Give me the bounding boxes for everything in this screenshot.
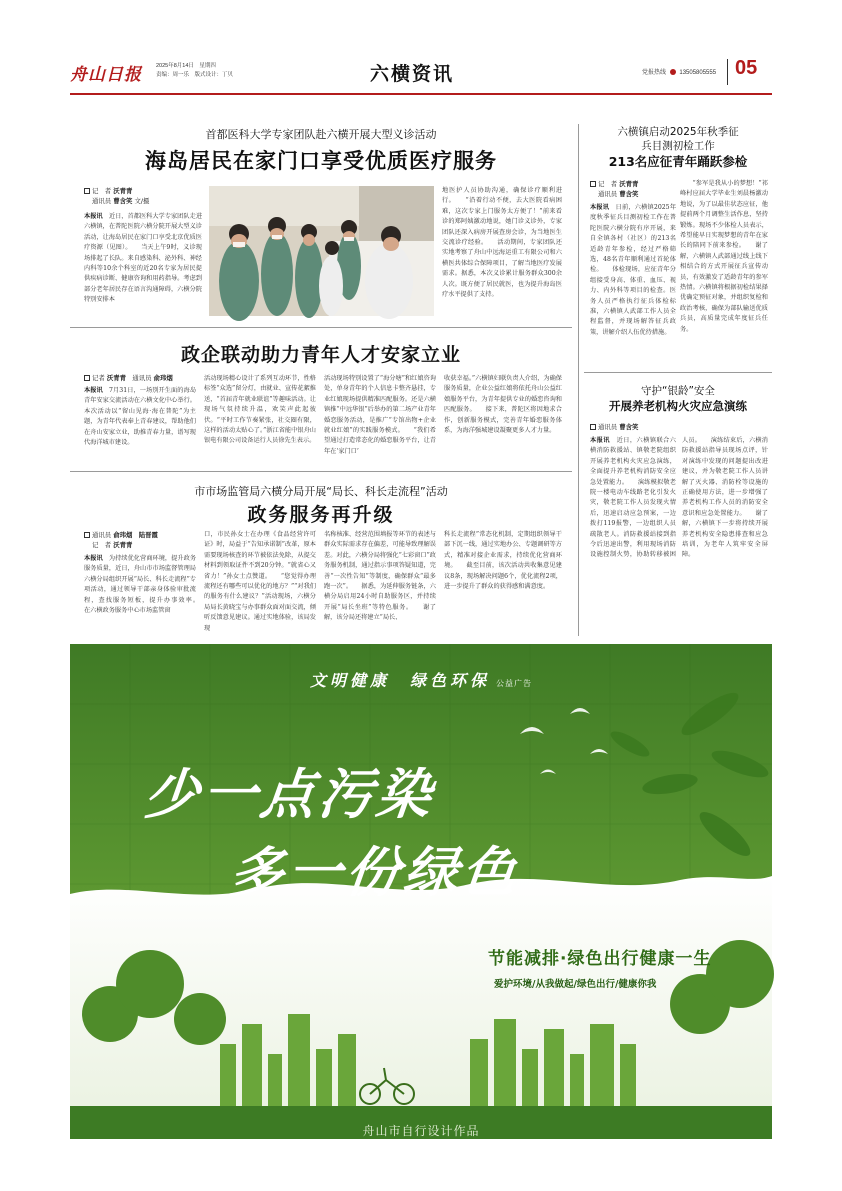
masthead-meta (156, 62, 233, 80)
article2-column-3: 活动现场特别设置了“海分塘”和红娘咨询处，单身青年的个人信息卡整齐悬挂，专业红娘现场提供精准匹配服务。还是六横镇推“中远华银”后举办的第二场产业青年婚恋服务活动，是推广“专馆出物+企业就业红娘”的实践服务模式。 “我们希望通过打造常态化的婚恋服务平台，让青年在‘家门口’ (324, 375, 436, 455)
article3-byline: 通讯员 俞玮烟 陆晋霞 记 者 沃青青 (84, 530, 158, 550)
article5-kicker: 守护“银龄”安全 (641, 385, 715, 397)
article4-kicker-line2: 兵目测初检工作 (641, 140, 715, 152)
article4-column-2: “参军是我从小的梦想！”祁峰村应届大学毕业生刘晨杨激动地说，为了以最佳状态应征，他提前两个月调整生活作息，坚持锻炼。现场不少体检人员表示，希望能早日实现梦想的青年在家长的陪同下前来参检。 谢了解，六横镇人武部通过线上线下相结合的方式开展征兵宣传动员，有效激发了适龄青年的参军热情。六横镇将根据初检结果择优确定预征对象，并组织复检和政治考核，确保为部队输送优质兵员，高质量完成年度征兵任务。 (680, 180, 768, 333)
page-number: 05 (735, 57, 758, 79)
issue-date: 2025年8月14日 星期四 (156, 63, 216, 69)
article1-byline: 记 者 沃青青 通讯员 曹含笑 文/摄 (84, 186, 149, 206)
masthead-rule (70, 93, 772, 95)
article1-kicker: 首都医科大学专家团队赴六横开展大型义诊活动 (205, 128, 437, 141)
article3-column-4: 科长走流程”常态化机制，定期组织领导干部下沉一线，通过实地办公、专题调研等方式，精准对接企业需求，持续优化营商环境。 截至目前，该次活动共收集意见建议8条，现场解决问题6个，优化流程2项，进一步提升了群众的获得感和满意度。 (444, 531, 562, 591)
divider (70, 327, 572, 328)
article1-column-1: 本报讯 近日，首都医科大学专家团队走进六横镇，在普陀医院六横分院开展大型义诊活动，让海岛居民在家门口享受北京优质医疗资源（见图）。 当天上午9时，义诊现场排起了长队。来自感染科、泌外科、神经内科等10余个科室的近20名专家为居民提供疾病诊断、健康咨询和用药指导。考虑到部分老年居民存在语言沟通障碍，六横分院特别安排本 (84, 213, 203, 304)
article5-byline: 通讯员 曹含笑 (590, 422, 638, 432)
column-divider (578, 124, 579, 636)
ad-headline-line2: 多一份绿色 (226, 840, 523, 904)
ad-subheadline: 节能减排·绿色出行健康一生 (488, 949, 712, 969)
article2-column-2: 活动现场精心设计了系列互动环节，性格标签“众选”留分灯，由就业、宣传花絮推送，“首届青年就业联谊”等趣味活动。让现场气氛持续升温，欢笑声此起彼伏。“平时工作节奏紧张，社交圈有限，这样的活动太贴心了。”浙江省能中银舟山银电有限公司设备运行人员徐先生表示。 (204, 375, 316, 445)
article5-title: 开展养老机构火灾应急演练 (609, 399, 747, 413)
square-icon (590, 181, 596, 187)
editors-line: 责编：周一乐 版式设计：丁贝 (156, 72, 234, 78)
article4-kicker-line1: 六横镇启动2025年秋季征 (617, 126, 739, 138)
square-icon (84, 188, 90, 194)
ad-headline-line1: 少一点污染 (141, 762, 438, 826)
hotline (642, 67, 716, 76)
divider (584, 372, 772, 373)
ad-slogan: 文明健康 绿色环保 公益广告 (309, 671, 532, 690)
masthead (70, 55, 772, 95)
square-icon (84, 532, 90, 538)
article2-byline: 记者 沃青青 通讯员 俞玮烟 (84, 373, 173, 383)
ad-tagline: 爱护环境/从我做起/绿色出行/健康你我 (494, 979, 657, 990)
medical-clinic-photo (209, 186, 434, 316)
article2-title: 政企联动助力青年人才安家立业 (180, 344, 461, 366)
article3-column-2: 口，市民孙女士在办理《食品经营许可证》时，局益于“告知承诺制”改革，原本需要现场核查的环节被依法免除，从提交材料到领取证件不到20分钟。“就省心又省力！”孙女士点赞道。 “您觉得办理流程还有哪些可以优化的地方？”“对我们的服务有什么建议？”活动现场，六横分局局长黄晓宝与办事群众面对面交流，倾听反馈意见建议。通过实地体验，该局发现 (204, 531, 316, 632)
hotline-number: 13505805555 (679, 70, 717, 76)
square-icon (590, 424, 596, 430)
article1-column-2: 地医护人员协助沟通，确保诊疗顺利进行。 “沿着行动不便，去大医院看病困难，这次专家上门服务太方便了！”前来看诊的郑阿姨激动地说，她门诊义诊外，专家团队还深入病房开展查房会诊，为当地医生交流诊疗经验。 活动期间，专家团队还实地考察了舟山中远海运重工有限公司和六横医共体综合保障项目，了解当地医疗发展需求。据悉，本次义诊累计服务群众300余人次。既方便了居民就医，也为提升海岛医疗水平提供了支持。 (442, 187, 562, 299)
article3-title: 政务服务再升级 (247, 504, 395, 526)
article4-byline: 记 者 沃青青 通讯员 曹含笑 (590, 179, 638, 199)
public-service-ad (70, 644, 772, 1139)
article4-title: 213名应征青年踊跃参检 (608, 154, 748, 169)
article2-column-1: 本报讯 7月31日，一场别开生面的海岛青年安家交流活动在六横文化中心举行。本次活动以“留山见海·海在普陀”为主题，为青年代表奉上青春建议，帮助他们在舟山安家立业，助推青春力量，谱写现代海洋城市建设。 (84, 387, 197, 447)
article2-column-4: 收获幸福。”六横镇妇联负责人介绍，为确保服务质量，企业公益红娘将依托舟山公益红娘服务平台，为青年提供专业的婚恋咨询和匹配服务。 接下来，普陀区将因地求合作，创新服务模式，完善青年婚恋服务体系，为海洋强城建设凝聚更多人才力量。 (444, 375, 562, 435)
section-title: 六横资讯 (370, 63, 455, 85)
article3-kicker: 市市场监管局六横分局开展“局长、科长走流程”活动 (194, 485, 448, 498)
article4-column-1: 本报讯 日前，六横镇2025年度秋季征兵目测初检工作在普陀医院六横分院有序开展，来自全镇各村（社区）的213名适龄青年参检，经过严格筛选，48名青年顺利通过首轮体检。 体检现场，应征青年分组接受身高、体重、血压、视力、内外科等项目的检查。医务人员严格执行征兵体检标准，六横镇人武部工作人员全程监督，并现场解答征兵政策，讲解介绍人伍优待措施。 (590, 204, 677, 336)
hotline-label: 党报热线 (642, 70, 667, 76)
article5-body: 本报讯 近日，六横镇联合六横消防救援站、镇敬老院组织开展养老机构火灾应急演练，全面提升养老机构消防安全应急处置能力。 演练模拟敬老院一楼电动车线路老化引发火灾，敬老院工作人员发现火情后，迅速启动应急预案，一边拨打119报警，一边组织人员疏散老人。消防救援站接到指令后迅速出警，利用现场消防设施控制火势，协助转移被困人员。 演练结束后，六横消防救援站指导员现场点评，针对演练中发现的问题提出改进建议，并为敬老院工作人员讲解了灭火器、消防栓等设施的正确使用方法，进一步增强了养老机构工作人员的消防安全意识和应急处置能力。 谢了解，六横镇下一步将持续开展养老机构安全隐患排查和应急培训，为老年人筑牢安全屏障。 (590, 437, 768, 559)
newspaper-logo: 舟山日报 (70, 65, 142, 85)
masthead-divider (727, 59, 728, 85)
phone-icon (670, 69, 676, 75)
divider (70, 471, 572, 472)
article1-title: 海岛居民在家门口享受优质医疗服务 (145, 149, 497, 173)
ad-credit: 舟山市自行设计作品 (362, 1124, 480, 1138)
article3-column-1: 本报讯 为持续优化营商环境，提升政务服务质量，近日，舟山市市场监督管理局六横分局组织开展“局长、科长走流程”专项活动，通过领导干部亲身体验审批流程，查找服务短板，提升办事效率。 在六横政务服务中心市场监管窗 (84, 555, 209, 615)
square-icon (84, 375, 90, 381)
article3-column-3: 名称核准、经营范围填报等环节的表述与群众实际需求存在偏差，可能导致理解误差。对此，六横分局将强化“七彩窗口”政务服务机制，通过指示事项答疑知道，完善“一次性告知”等制度，确保群众“最多跑一次”。 据悉，为延伸服务链条，六横分局启用24小时自助服务区，并持续开展“局长坐班”等特色服务。 谢了解，该分局还将建立“局长、 (324, 531, 436, 622)
